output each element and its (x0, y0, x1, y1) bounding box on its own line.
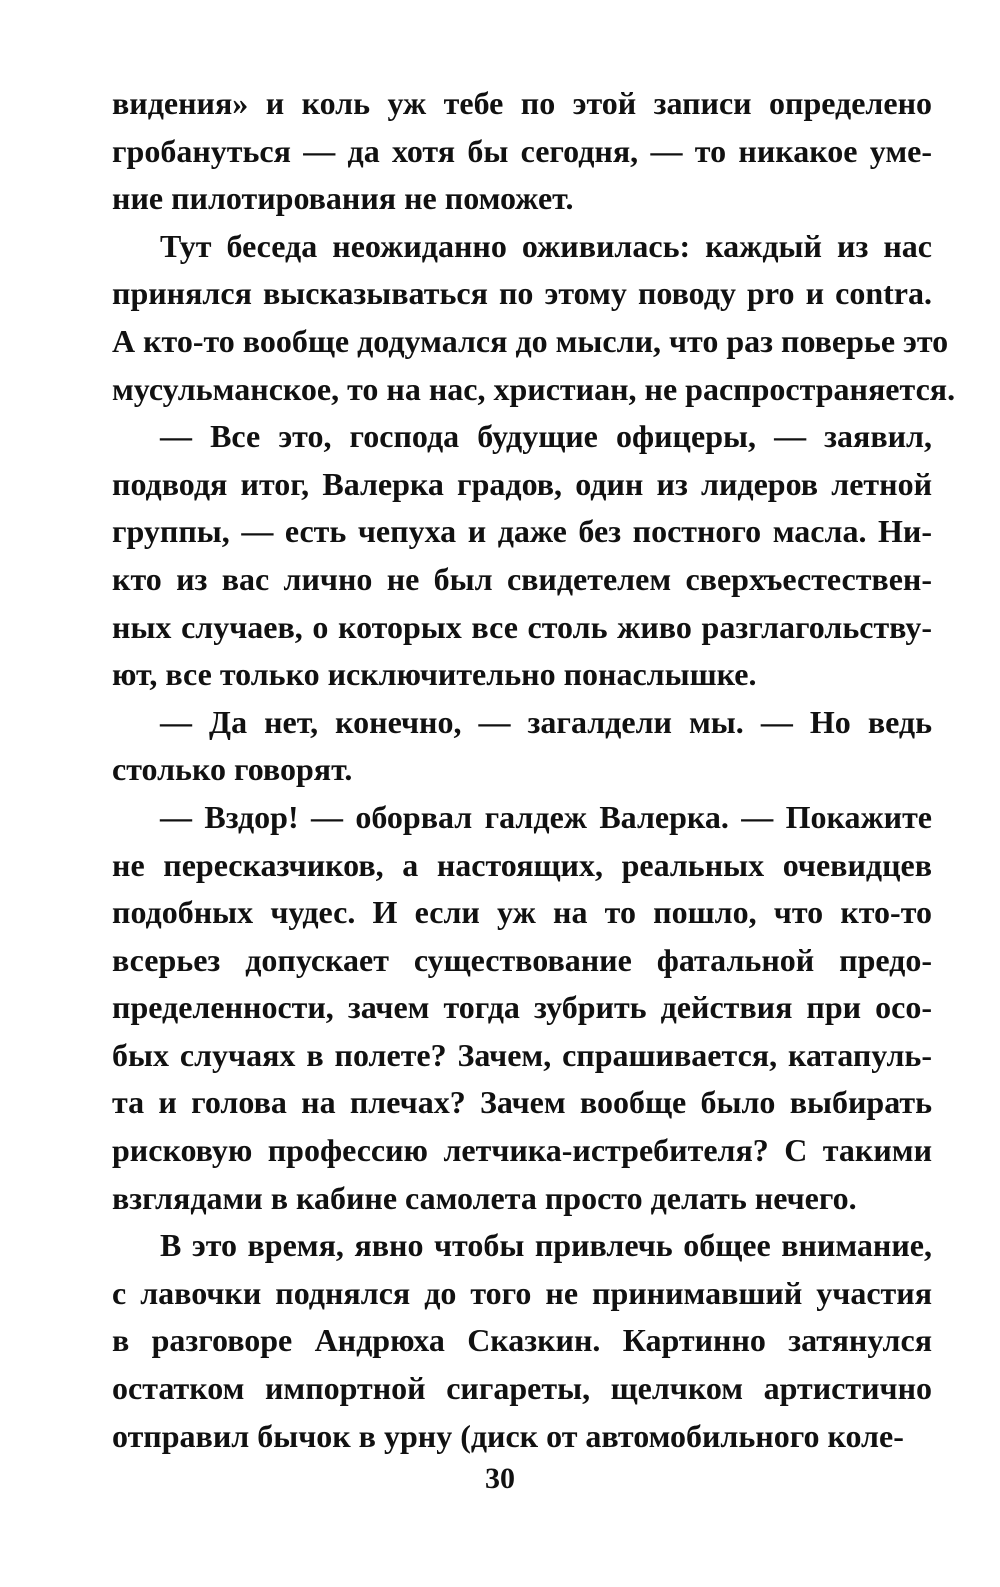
text-line: ние пилотирования не поможет. (112, 180, 574, 217)
text-line: всерьез допускает существование фатальной предо- (112, 941, 932, 978)
text-line: ют, все только исключительно понаслышке. (112, 656, 757, 693)
text-line: в разговоре Андрюха Сказкин. Картинно затянулся (112, 1322, 932, 1359)
text-line: — Вздор! — оборвал галдеж Валерка. — Покажите (160, 798, 932, 835)
text-line: мусульманское, то на нас, христиан, не распространяется. (112, 370, 956, 407)
page-number: 30 (485, 1462, 515, 1495)
paragraph (112, 80, 932, 223)
body-text (112, 80, 956, 1460)
text-line: рисковую профессию летчика-истребителя? С такими (112, 1132, 932, 1169)
text-line: бых случаях в полете? Зачем, спрашивается, катапуль- (112, 1036, 932, 1073)
paragraph (112, 1222, 932, 1460)
text-line: группы, — есть чепуха и даже без постного масла. Ни- (112, 513, 932, 550)
text-line: с лавочки поднялся до того не принимавший участия (112, 1274, 932, 1311)
text-line: Тут беседа неожиданно оживилась: каждый из нас (160, 227, 932, 264)
text-line: ных случаев, о которых все столь живо разглагольству- (112, 608, 932, 645)
text-line: не пересказчиков, а настоящих, реальных очевидцев (112, 846, 932, 883)
text-line: взглядами в кабине самолета просто делать нечего. (112, 1179, 857, 1216)
text-line: остатком импортной сигареты, щелчком артистично (112, 1370, 932, 1407)
text-line: А кто-то вообще додумался до мысли, что раз поверье это (112, 322, 949, 359)
paragraph (112, 699, 932, 794)
text-line: принялся высказываться по этому поводу pro и contra. (112, 275, 932, 312)
text-line: — Все это, господа будущие офицеры, — заявил, (160, 418, 932, 455)
text-line: отправил бычок в урну (диск от автомобильного коле- (112, 1417, 904, 1454)
text-line: кто из вас лично не был свидетелем сверхъестествен- (112, 560, 932, 597)
text-line: пределенности, зачем тогда зубрить действия при осо- (112, 989, 932, 1026)
text-line: В это время, явно чтобы привлечь общее внимание, (160, 1227, 932, 1264)
text-line: видения» и коль уж тебе по этой записи определено (112, 85, 932, 121)
text-line: подводя итог, Валерка градов, один из лидеров летной (112, 465, 932, 502)
text-line: подобных чудес. И если уж на то пошло, что кто-то (112, 894, 932, 931)
paragraph (112, 223, 956, 413)
text-line: та и голова на плечах? Зачем вообще было выбирать (112, 1084, 932, 1121)
paragraph (112, 413, 932, 699)
text-line: — Да нет, конечно, — загалдели мы. — Но ведь (160, 703, 932, 740)
paragraph (112, 794, 932, 1222)
text-line: столько говорят. (112, 751, 353, 788)
text-line: гробануться — да хотя бы сегодня, — то никакое уме- (112, 132, 932, 169)
